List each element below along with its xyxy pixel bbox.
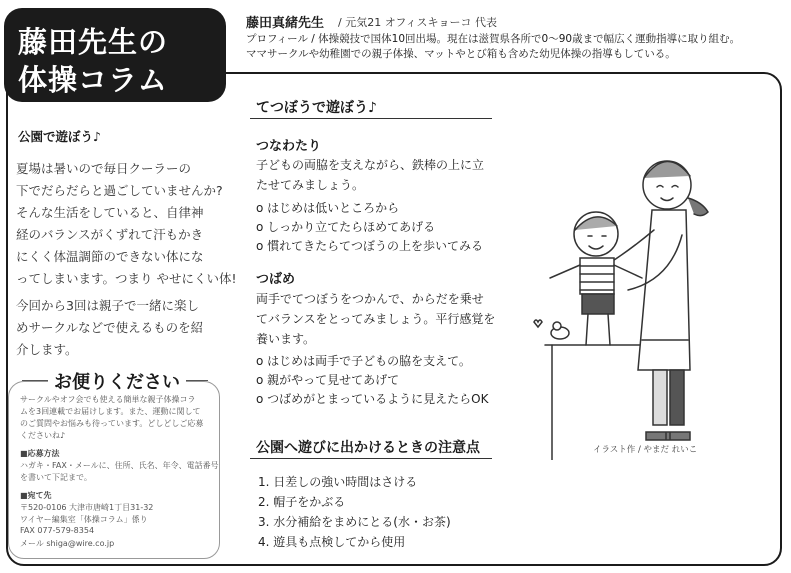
tsunawatari-bullet: o 慣れてきたらてつぼうの上を歩いてみる: [256, 239, 484, 253]
column-title-line2: 体操コラム: [18, 63, 168, 97]
letters-title: お便りください: [48, 368, 186, 394]
letters-dest-line: 〒520-0106 大津市唐崎1丁目31-32: [20, 503, 154, 512]
illustration-credit: イラスト作 / やまだ れいこ: [593, 445, 698, 455]
letters-dest-heading: ■宛て先: [20, 491, 52, 500]
tetsubo-heading-rule: [250, 118, 492, 119]
intro-line: 下でだらだらと過ごしていませんか?: [16, 183, 223, 198]
intro-line: 経のバランスがくずれて汗もかき: [16, 227, 204, 242]
tsubame-line: 養います。: [256, 332, 316, 346]
intro-line: ってしまいます。つまり やせにくい体!: [16, 271, 237, 286]
tsubame-line: てバランスをとってみましょう。平行感覚を: [256, 312, 496, 326]
tsunawatari-bullet: o はじめは低いところから: [256, 201, 400, 215]
letters-body-line: サークルやオフ会でも使える簡単な親子体操コラ: [20, 395, 196, 404]
letters-apply-line: ハガキ・FAX・メールに、住所、氏名、年令、電話番号: [20, 461, 219, 470]
letters-dest-line: メール shiga@wire.co.jp: [20, 539, 115, 548]
caution-item: 4. 遊具も点検してから使用: [258, 535, 406, 549]
caution-item: 2. 帽子をかぶる: [258, 495, 346, 509]
tsunawatari-line: たせてみましょう。: [256, 178, 365, 192]
tsubame-line: 両手でてつぼうをつかんで、からだを乗せ: [256, 292, 484, 306]
letters-apply-line: を書いて下記まで。: [20, 473, 92, 482]
intro-line: 今回から3回は親子で一緒に楽し: [16, 298, 199, 313]
tsunawatari-bullet: o しっかり立てたらほめてあげる: [256, 220, 436, 234]
tsubame-title: つばめ: [256, 272, 296, 287]
author-role: / 元気21 オフィスキョーコ 代表: [338, 16, 497, 29]
intro-line: にくく体温調節のできない体にな: [16, 249, 204, 264]
tetsubo-heading: てつぼうで遊ぼう♪: [256, 100, 377, 116]
column-title-line1: 藤田先生の: [18, 25, 169, 59]
tsubame-bullet: o 親がやって見せてあげて: [256, 373, 400, 387]
caution-item: 1. 日差しの強い時間はさける: [258, 475, 418, 489]
letters-dest-line: FAX 077-579-8354: [20, 526, 95, 535]
letters-dest-line: ワイヤー編集室「体操コラム」係り: [20, 515, 148, 524]
intro-line: 介します。: [16, 342, 78, 357]
letters-body-line: くださいね♪: [20, 431, 66, 440]
caution-item: 3. 水分補給をまめにとる(水・お茶): [258, 515, 451, 529]
intro-line: そんな生活をしていると、自律神: [16, 205, 204, 220]
parent-child-bar-illustration: [520, 140, 770, 460]
intro-line: 夏場は暑いので毎日クーラーの: [16, 161, 192, 176]
intro-heading: 公園で遊ぼう♪: [18, 129, 101, 144]
author-profile-line2: ママサークルや幼稚園での親子体操、マットやとび箱も含めた幼児体操の指導もしている。: [246, 48, 676, 60]
letters-body-line: ムを3回連載でお届けします。また、運動に関して: [20, 407, 201, 416]
caution-heading-rule: [250, 458, 492, 459]
tsunawatari-line: 子どもの両脇を支えながら、鉄棒の上に立: [256, 158, 485, 172]
tsunawatari-title: つなわたり: [256, 139, 322, 154]
intro-line: めサークルなどで使えるものを紹: [16, 320, 204, 335]
author-name: 藤田真緒先生: [246, 16, 325, 31]
tsubame-bullet: o はじめは両手で子どもの脇を支えて。: [256, 354, 471, 368]
tsubame-bullet: o つばめがとまっているように見えたらOK: [256, 392, 489, 406]
caution-heading: 公園へ遊びに出かけるときの注意点: [256, 440, 480, 456]
letters-apply-heading: ■応募方法: [20, 449, 60, 458]
author-profile-line1: プロフィール / 体操競技で国体10回出場。現在は滋賀県各所で0〜90歳まで幅広く運動指導に取り組む。: [246, 33, 741, 45]
letters-body-line: のご質問やお悩みも待っています。どしどしご応募: [20, 419, 204, 428]
